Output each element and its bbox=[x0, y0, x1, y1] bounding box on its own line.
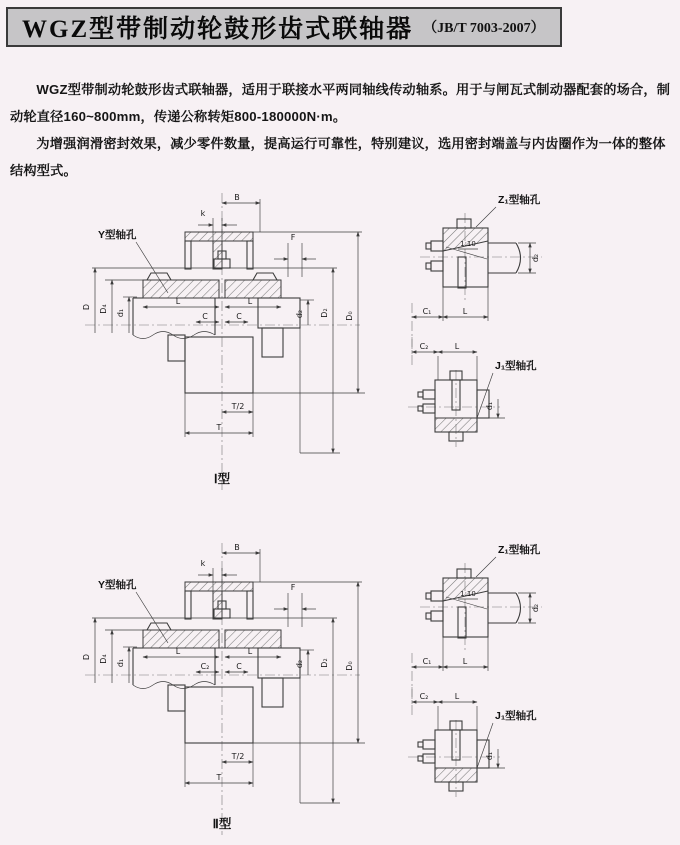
label-y-hole: Y型轴孔 bbox=[98, 229, 137, 241]
dim-label-D2: D₂ bbox=[320, 308, 329, 318]
label-z-hole: Z₁型轴孔 bbox=[498, 194, 541, 206]
j-bore-view bbox=[408, 337, 537, 447]
dim-label-D: D bbox=[82, 653, 91, 661]
figure1-drawing bbox=[0, 185, 680, 500]
dim-label-D: D bbox=[82, 303, 91, 311]
dim-label-B: B bbox=[234, 543, 240, 552]
main-view bbox=[82, 193, 365, 490]
intro-paragraph-1: WGZ型带制动轮鼓形齿式联轴器，适用于联接水平两同轴线传动轴系。用于与闸瓦式制动器配套的场合，制动轮直径160~800mm，传递公称转矩800-180000N·m。 bbox=[10, 82, 671, 124]
dim-label-L: L bbox=[462, 307, 468, 316]
dim-label-d1: d₁ bbox=[485, 751, 494, 761]
dim-label-L: L bbox=[454, 692, 460, 701]
z-bore-view bbox=[412, 543, 542, 707]
z-bore-view bbox=[412, 193, 542, 357]
dim-label-D2: D₂ bbox=[320, 658, 329, 668]
dim-label-C-right: C bbox=[236, 662, 242, 671]
dim-label-L-left: L bbox=[175, 647, 181, 656]
dim-label-L-right: L bbox=[247, 297, 253, 306]
title-banner bbox=[6, 7, 562, 47]
dim-label-B: B bbox=[234, 193, 240, 202]
dim-label-C-left: C bbox=[202, 312, 208, 321]
dim-label-C-right: C bbox=[236, 312, 242, 321]
figure-type2 bbox=[0, 535, 680, 845]
figure2-drawing bbox=[0, 535, 680, 845]
dim-label-C2: C₂ bbox=[419, 342, 429, 351]
dim-label-T: T bbox=[216, 423, 222, 432]
dim-label-D0: D₀ bbox=[345, 311, 354, 321]
dim-label-D4: D₄ bbox=[99, 654, 108, 664]
label-y-hole: Y型轴孔 bbox=[98, 579, 137, 591]
dim-label-d1: d₁ bbox=[485, 401, 494, 411]
dim-label-k: k bbox=[200, 559, 206, 568]
label-j-hole: J₁型轴孔 bbox=[495, 710, 537, 722]
dim-label-dz: d₂ bbox=[531, 253, 540, 263]
dim-label-C2: C₂ bbox=[419, 692, 429, 701]
label-taper: 1:10 bbox=[460, 590, 476, 598]
j-bore-view bbox=[408, 687, 537, 797]
dim-label-dz: d₂ bbox=[531, 603, 540, 613]
dim-label-F: F bbox=[290, 583, 296, 592]
figure-type1 bbox=[0, 185, 680, 500]
dim-label-D4: D₄ bbox=[99, 304, 108, 314]
figure1-caption: Ⅰ型 bbox=[213, 472, 231, 486]
dim-label-L: L bbox=[462, 657, 468, 666]
dim-label-L: L bbox=[454, 342, 460, 351]
dim-label-T-half: T/2 bbox=[231, 402, 245, 411]
intro-text bbox=[10, 76, 672, 184]
dim-label-C-left: C₂ bbox=[200, 662, 210, 671]
dim-label-k: k bbox=[200, 209, 206, 218]
dim-label-d2: d₂ bbox=[295, 659, 304, 669]
dim-label-F: F bbox=[290, 233, 296, 242]
main-view bbox=[82, 543, 365, 835]
figure2-caption: Ⅱ型 bbox=[212, 817, 232, 831]
dim-label-d1: d₁ bbox=[116, 308, 125, 318]
page-title: WGZ型带制动轮鼓形齿式联轴器 bbox=[22, 16, 414, 43]
dim-label-C1: C₁ bbox=[422, 307, 432, 316]
dim-label-d1: d₁ bbox=[116, 658, 125, 668]
standard-number: （JB/T 7003-2007） bbox=[423, 21, 545, 36]
dim-label-L-left: L bbox=[175, 297, 181, 306]
dim-label-L-right: L bbox=[247, 647, 253, 656]
dim-label-d2: d₂ bbox=[295, 309, 304, 319]
dim-label-C1: C₁ bbox=[422, 657, 432, 666]
intro-paragraph-2: 为增强润滑密封效果，减少零件数量，提高运行可靠性，特别建议，选用密封端盖与内齿圈作为一体的整体结构型式。 bbox=[10, 136, 666, 178]
label-j-hole: J₁型轴孔 bbox=[495, 360, 537, 372]
label-z-hole: Z₁型轴孔 bbox=[498, 544, 541, 556]
label-taper: 1:10 bbox=[460, 240, 476, 248]
dim-label-D0: D₀ bbox=[345, 661, 354, 671]
dim-label-T: T bbox=[216, 773, 222, 782]
dim-label-T-half: T/2 bbox=[231, 752, 245, 761]
